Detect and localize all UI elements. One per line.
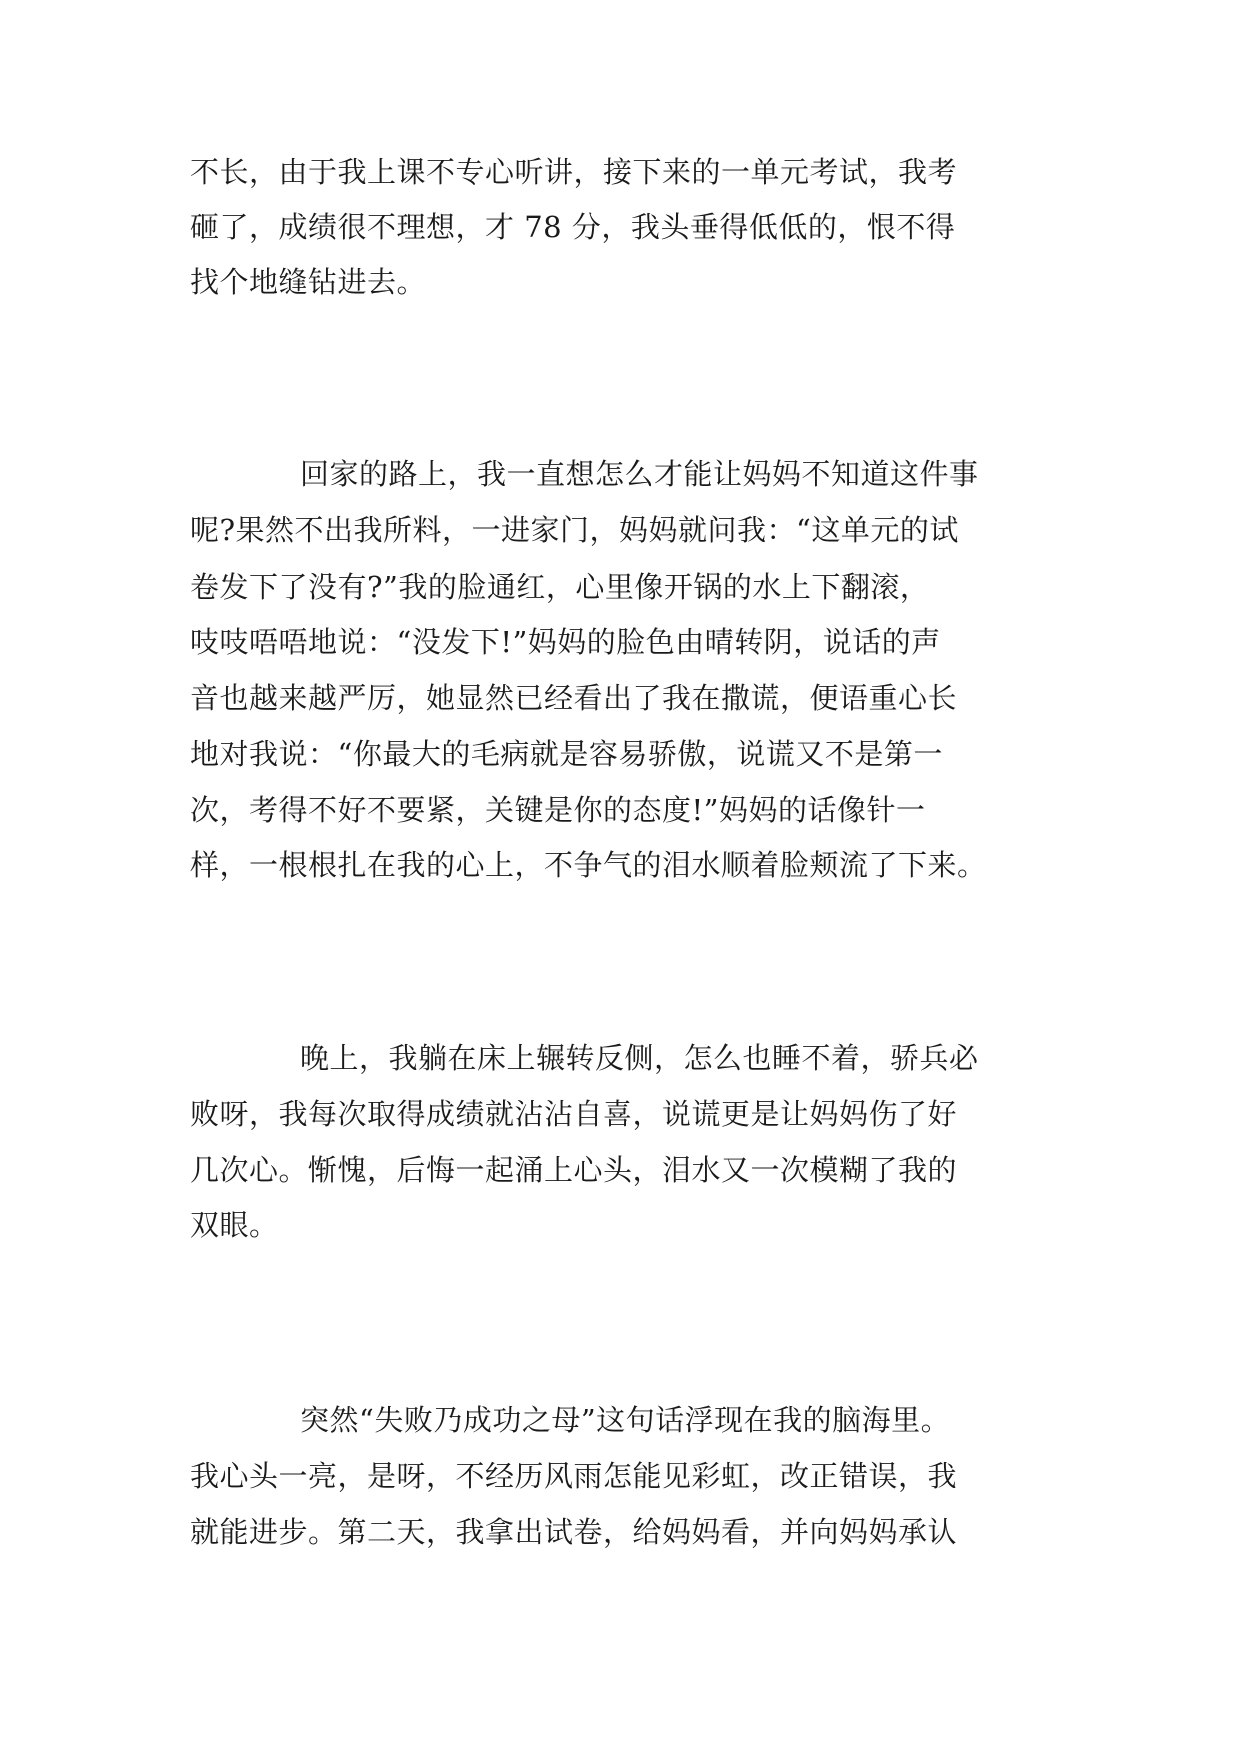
text-line: 砸了，成绩很不理想，才 78 分，我头垂得低低的，恨不得 <box>190 210 956 244</box>
text-line: 地对我说：“你最大的毛病就是容易骄傲，说谎又不是第一 <box>190 737 943 771</box>
text-line: 样，一根根扎在我的心上，不争气的泪水顺着脸颊流了下来。 <box>190 848 987 882</box>
text-line: 吱吱唔唔地说：“没发下!”妈妈的脸色由晴转阴，说话的声 <box>190 625 941 659</box>
text-line: 呢?果然不出我所料，一进家门，妈妈就问我：“这单元的试 <box>190 513 959 547</box>
text-line: 晚上，我躺在床上辗转反侧，怎么也睡不着，骄兵必 <box>300 1041 979 1075</box>
text-line: 就能进步。第二天，我拿出试卷，给妈妈看，并向妈妈承认 <box>190 1515 958 1549</box>
text-line: 几次心。惭愧，后悔一起涌上心头，泪水又一次模糊了我的 <box>190 1153 958 1187</box>
text-line: 回家的路上，我一直想怎么才能让妈妈不知道这件事 <box>300 457 979 491</box>
text-line: 次，考得不好不要紧，关键是你的态度!”妈妈的话像针一 <box>190 793 926 827</box>
text-line: 败呀，我每次取得成绩就沾沾自喜，说谎更是让妈妈伤了好 <box>190 1097 958 1131</box>
text-line: 双眼。 <box>190 1208 279 1242</box>
text-line: 我心头一亮，是呀，不经历风雨怎能见彩虹，改正错误，我 <box>190 1459 958 1493</box>
text-line: 突然“失败乃成功之母”这句话浮现在我的脑海里。 <box>300 1403 951 1437</box>
text-line: 音也越来越严厉，她显然已经看出了我在撒谎，便语重心长 <box>190 681 958 715</box>
text-line: 卷发下了没有?”我的脸通红，心里像开锅的水上下翻滚， <box>190 570 930 604</box>
text-line: 不长，由于我上课不专心听讲，接下来的一单元考试，我考 <box>190 155 958 189</box>
text-line: 找个地缝钻进去。 <box>190 265 427 299</box>
